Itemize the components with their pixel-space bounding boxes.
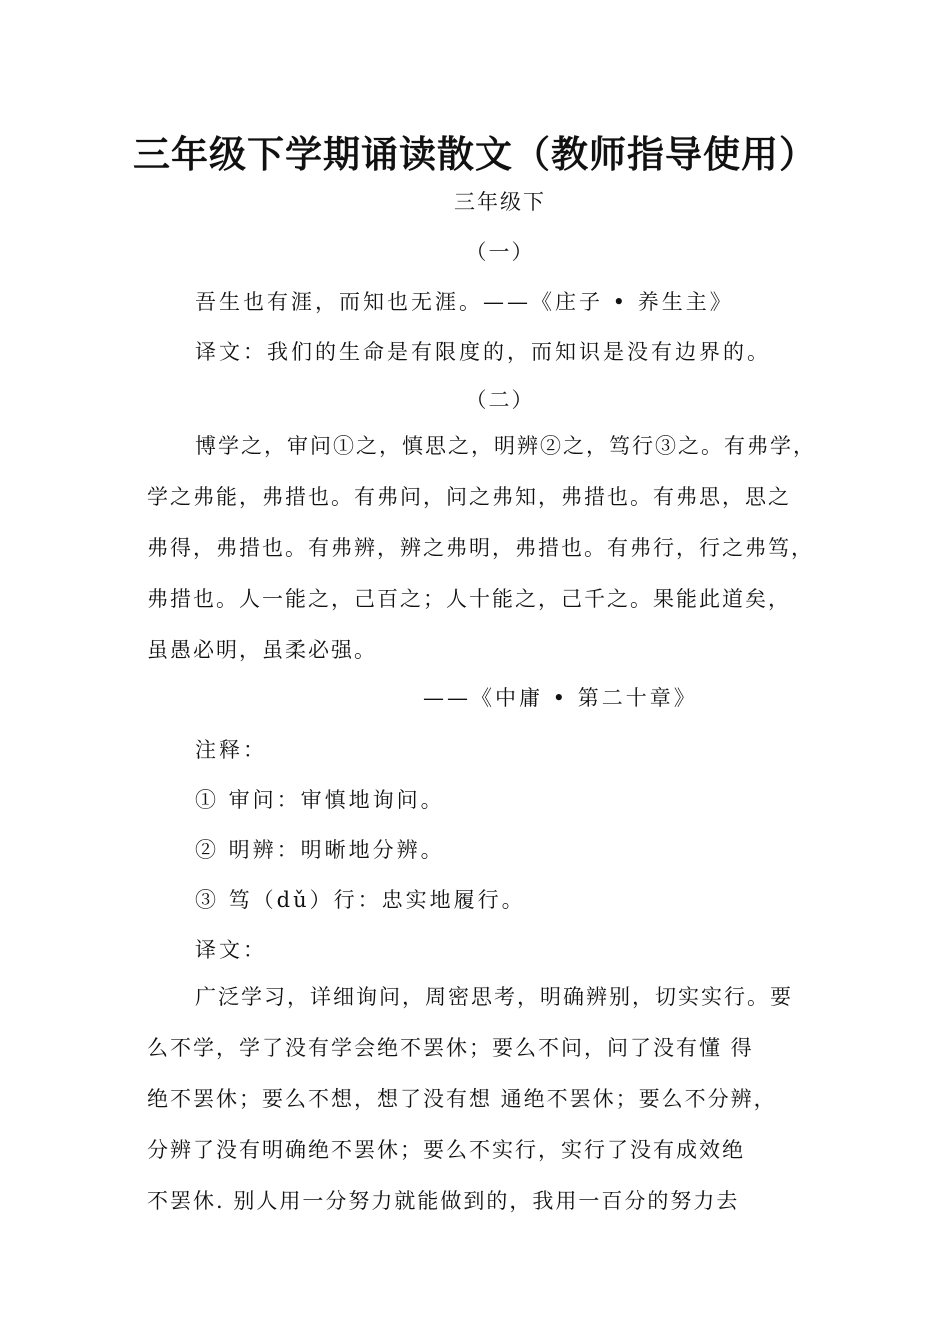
section-1-translation: 译文：我们的生命是有限度的，而知识是没有边界的。 <box>195 340 771 364</box>
text-line: 分辨了没有明确绝不罢休；要么不实行，实行了没有成效绝 <box>147 1138 745 1162</box>
note-item: ① 审问：审慎地询问。 <box>195 788 445 812</box>
notes-heading: 注释： <box>195 738 267 762</box>
text-line: 博学之，审问①之，慎思之，明辨②之，笃行③之。有弗学， <box>195 434 816 458</box>
text-line: 虽愚必明，虽柔必强。 <box>147 638 377 662</box>
text-line: 学之弗能，弗措也。有弗问，问之弗知，弗措也。有弗思，思之 <box>147 485 791 509</box>
document-title: 三年级下学期诵读散文（教师指导使用） <box>133 132 817 176</box>
text-line: 弗措也。人一能之，己百之；人十能之，己千之。果能此道矣， <box>147 587 791 611</box>
translation-text <box>147 972 827 1227</box>
section-1-heading: （一） <box>465 240 535 264</box>
text-line: 弗得，弗措也。有弗辨，辨之弗明，弗措也。有弗行，行之弗笃， <box>147 536 814 560</box>
text-line: 广泛学习，详细询问，周密思考，明确辨别，切实实行。要 <box>195 985 793 1009</box>
section-2-text <box>147 421 827 676</box>
note-item: ② 明辨：明晰地分辨。 <box>195 838 445 862</box>
text-line: 不罢休. 别人用一分努力就能做到的，我用一百分的努力去 <box>147 1189 740 1213</box>
section-1-quote: 吾生也有涯，而知也无涯。——《庄子 • 养生主》 <box>195 290 734 314</box>
section-2-source: ——《中庸 • 第二十章》 <box>423 686 698 710</box>
section-2-heading: （二） <box>465 388 535 412</box>
grade-subtitle: 三年级下 <box>454 190 546 214</box>
text-line: 么不学，学了没有学会绝不罢休；要么不问，问了没有懂 得 <box>147 1036 754 1060</box>
text-line: 绝不罢休；要么不想，想了没有想 通绝不罢休；要么不分辨， <box>147 1087 777 1111</box>
translation-heading: 译文： <box>195 938 267 962</box>
note-item: ③ 笃（dǔ）行：忠实地履行。 <box>195 888 526 912</box>
